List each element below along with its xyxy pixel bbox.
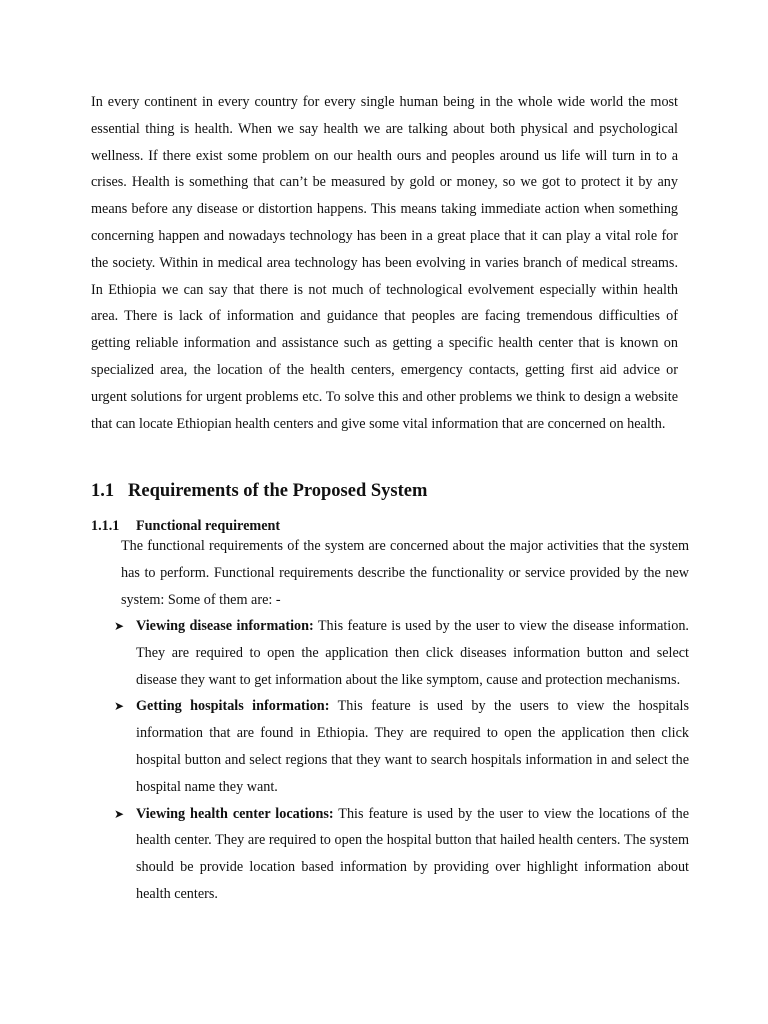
subsection-number: 1.1.1 bbox=[91, 518, 120, 534]
list-item-term: Viewing disease information: bbox=[136, 618, 314, 634]
list-item bbox=[114, 613, 689, 693]
subsection-title: Functional requirement bbox=[136, 518, 281, 534]
requirements-list bbox=[114, 613, 689, 908]
subsection-lead-paragraph: The functional requirements of the system are concerned about the major activities that the system has to perform. Functional requirements describe the functionality or service provided by the new system: Some of them are: - bbox=[121, 538, 689, 608]
intro-paragraph: In every continent in every country for every single human being in the whole wide world the most essential thing is health. When we say health we are talking about both physical and psychological wellness. If there exist some problem on our health ours and peoples around us life will turn in to a crises. Health is something that can’t be measured by gold or money, so we got to protect it by any means before any disease or distortion happens. This means taking immediate action when something concerning happen and nowadays technology has been in a great place that it can play a vital role for the society. Within in medical area technology has been evolving in varies branch of medical streams. In Ethiopia we can say that there is not much of technological evolvement especially within health area. There is lack of information and guidance that peoples are facing tremendous difficulties of getting reliable information and assistance such as getting a specific health center that is known on specialized area, the location of the health centers, emergency contacts, getting first aid advice or urgent solutions for urgent problems etc. To solve this and other problems we think to design a website that can locate Ethiopian health centers and give some vital information that are concerned on health. bbox=[91, 94, 678, 432]
section-heading bbox=[91, 478, 427, 504]
section-title: Requirements of the Proposed System bbox=[128, 481, 428, 501]
list-item-text: This feature is used by the user to view the locations of the health center. They are required to open the hospital button that hailed health centers. The system should be provide location based information by providing over highlight information about health centers. bbox=[136, 805, 689, 902]
list-item-term: Getting hospitals information: bbox=[136, 698, 330, 715]
arrowhead-bullet-icon: ➤ bbox=[114, 806, 125, 821]
arrowhead-bullet-icon: ➤ bbox=[114, 619, 125, 633]
list-item-text: This feature is used by the users to view the hospitals information that are found in Ethiopia. They are required to open the application then click hospital button and select regions that they want to search hospitals information in and select the hospital name they want. bbox=[136, 698, 689, 795]
list-item bbox=[114, 693, 689, 800]
section-number: 1.1 bbox=[91, 481, 115, 501]
list-item-term: Viewing health center locations: bbox=[136, 805, 334, 822]
arrowhead-bullet-icon: ➤ bbox=[114, 699, 125, 714]
list-item bbox=[114, 801, 689, 908]
list-item-text: This feature is used by the user to view the disease information. They are required to open the application then click diseases information button and select disease they want to get information about the like symptom, cause and protection mechanisms. bbox=[136, 618, 689, 688]
